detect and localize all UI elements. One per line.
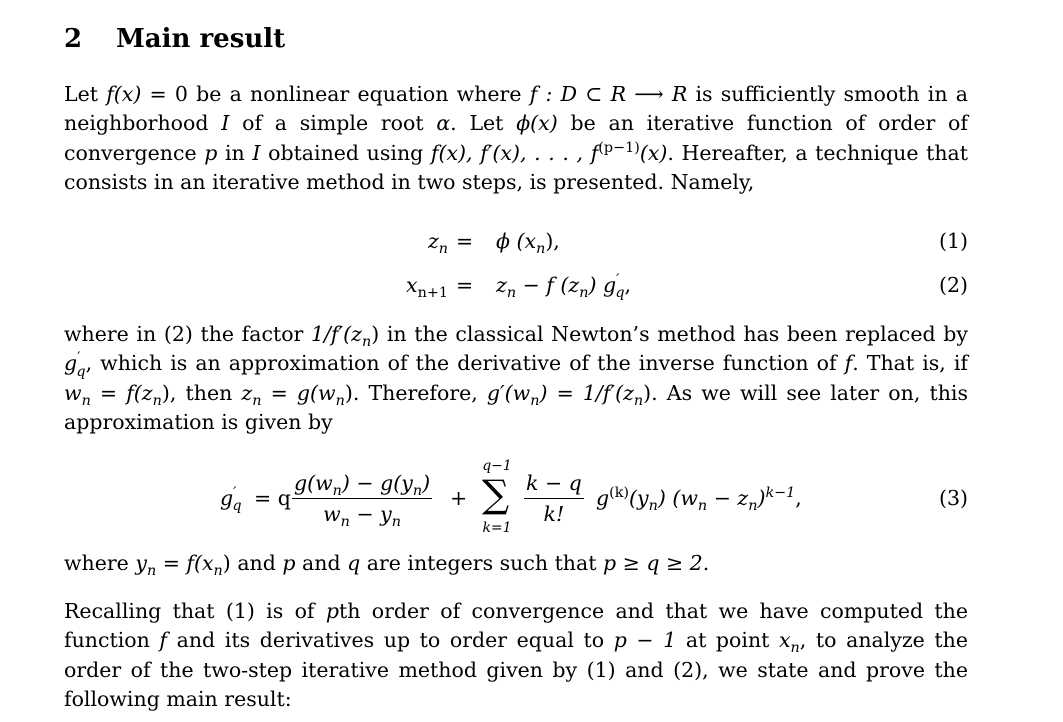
eq1-lhs: $z_n$ — [427, 229, 448, 258]
eq3-sum-sign: ∑ — [482, 472, 510, 516]
eq3-sum-upper: q−1 — [482, 458, 512, 474]
eq3-plus: + — [450, 486, 468, 510]
eq3-fraction-1: $\frac{g(w_n) - g(y_n)}{w_n - y_n}$ — [294, 471, 431, 531]
eq3-number: (3) — [938, 486, 968, 510]
equation-1: $z_n$ = ϕ $(x_n)$, (1) — [64, 224, 968, 258]
eq3-tail: $g^{(k)}(y_n) (w_n - z_n)^{k-1}$, — [596, 485, 802, 515]
paragraph-replacement: where in (2) the factor $1/f'(z_n)$ in the classical Newton’s method has been replaced by $g'_q$, which is an approximation of the derivative of the inverse function of f. That is, if $w_n = f(z_n)$, then $z_n = g(w_n)$. Therefore, $g'(w_n) = 1/f'(z_n)$. As we will see later on, this approximation is given by — [64, 322, 968, 435]
eq3-equals-q: = q — [254, 486, 291, 510]
equation-2: $x_{n+1}$ = $z_n - f$ $(z_n)$ $g'_q$, (2) — [64, 268, 968, 302]
eq3-lhs: $g'_q$ — [220, 485, 242, 515]
paragraph-where: where $y_n = f(x_n)$ and p and q are integers such that p ≥ q ≥ 2. — [64, 551, 710, 580]
section-heading — [64, 22, 285, 56]
eq3-fraction-2: $\frac{k - q}{k!}$ — [526, 471, 582, 526]
equation-3 — [64, 458, 968, 542]
paragraph-recalling: Recalling that (1) is of pth order of convergence and that we have computed the function f and its derivatives up to order equal to p − 1 at point $x_n$, to analyze the order of the two-step iterative method given by (1) and (2), we state and prove the following main result: — [64, 599, 968, 712]
eq2-number: (2) — [938, 273, 968, 297]
eq1-number: (1) — [938, 229, 968, 253]
section-number: 2 — [64, 24, 83, 54]
paragraph-intro: Let f(x) = 0 be a nonlinear equation where f : D ⊂ R ⟶ R is sufficiently smooth in a neighborhood I of a simple root α. Let ϕ(x) be an iterative function of order of convergence p in I obtained using f(x), f′(x), . . . , $f^{(p-1)}(x)$. Hereafter, a technique that consists in an iterative method in two steps, is presented. Namely, — [64, 82, 968, 195]
eq1-rhs: ϕ $(x_n)$, — [496, 229, 560, 258]
eq2-rhs: $z_n - f$ $(z_n)$ $g'_q$, — [496, 272, 632, 302]
eq2-lhs: $x_{n+1}$ — [406, 273, 448, 302]
section-title: Main result — [116, 24, 286, 54]
eq3-sum-lower: k=1 — [482, 520, 512, 536]
